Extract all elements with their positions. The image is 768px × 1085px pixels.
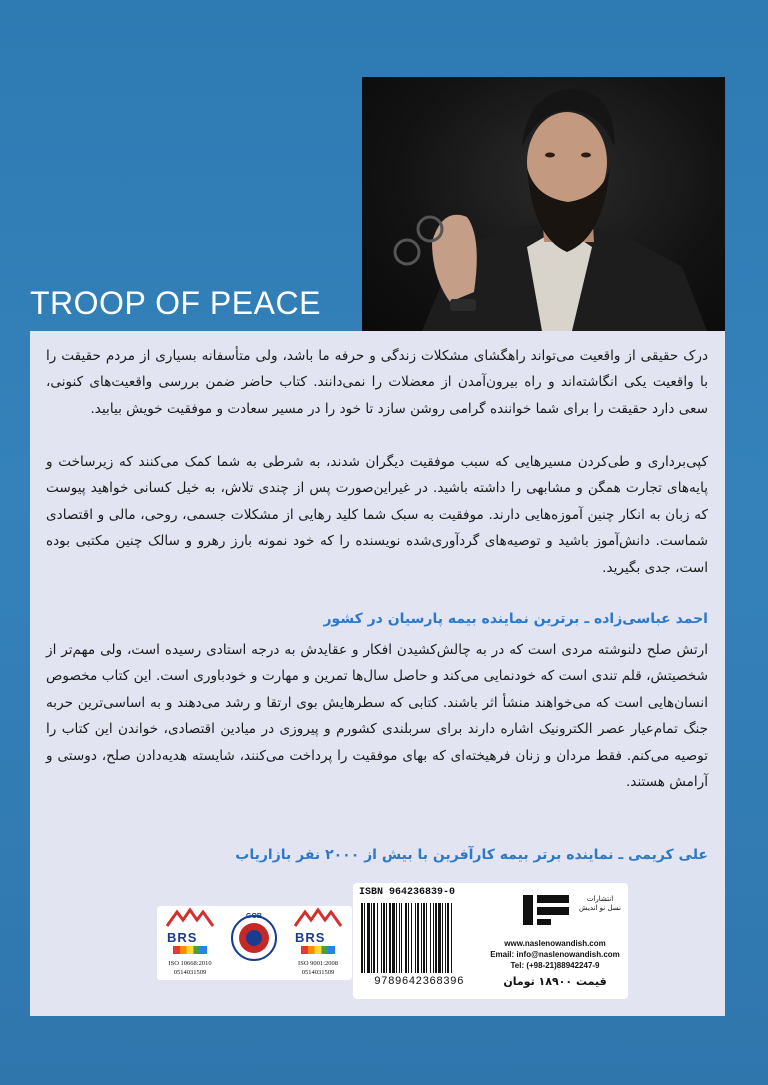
certificate-number: 0514031509: [173, 969, 207, 976]
certificate-logo-text: BRS: [167, 930, 198, 945]
price-label: قیمت ۱۸۹۰۰ تومان: [503, 975, 607, 988]
barcode-bar: [417, 903, 419, 973]
barcode-bar: [451, 903, 452, 973]
barcode-bar: [389, 903, 391, 973]
barcode-bar: [435, 903, 437, 973]
barcode-bar: [405, 903, 407, 973]
barcode-bar: [442, 903, 443, 973]
gob-seal-icon: [223, 906, 285, 980]
barcode-bar: [423, 903, 425, 973]
barcode-bar: [364, 903, 365, 973]
gob-label: GOB: [246, 913, 262, 920]
barcode-bar: [445, 903, 446, 973]
certificate-brs-2: [287, 906, 349, 980]
description-paragraph-2: کپی‌برداری و طی‌کردن مسیرهایی که سبب موفقیت دیگران شدند، به شرطی به شما کمک می‌کنند که زیرساخت و پایه‌های تجارت همگن و مشابهی را داشته باشید. در غیراین‌صورت پس از چندی تلاش، به خیل کسانی خواهید پیوست که زبان به انکار چنین آموزه‌هایی دارند. موفقیت به سبک شما کلید رهایی از مشکلات جسمی، روحی، مالی و اقتصادی شماست. دانش‌آموز باشید و توصیه‌های گردآوری‌شده نویسنده را که خود نمونه بارز رهرو و سالک چنین مکتبی بوده است، جدی بگیرید.: [46, 454, 708, 576]
barcode-digits: 9789642368396: [374, 976, 464, 988]
barcode-bar: [392, 903, 395, 973]
color-bars-icon: [173, 946, 207, 954]
color-bars-icon: [301, 946, 335, 954]
series-title: TROOP OF PEACE: [30, 285, 321, 321]
barcode-bar: [361, 903, 363, 973]
certificates-box: [157, 906, 352, 980]
isbn-text: ISBN 964236839-0: [359, 887, 456, 898]
barcode-bar: [381, 903, 382, 973]
certificate-standard: ISO 10668:2010: [168, 960, 212, 967]
barcode-bar: [426, 903, 427, 973]
barcode-bar: [396, 903, 397, 973]
barcode-bar: [367, 903, 370, 973]
brs-logo-icon: [287, 906, 349, 930]
publisher-name-line-2: نسل نو اندیش: [579, 904, 621, 912]
brs-logo-icon: [159, 906, 221, 930]
barcode-bar: [411, 903, 412, 973]
certificate-brs-1: [159, 906, 221, 980]
publisher-info-box: [353, 883, 628, 999]
barcode-bar: [399, 903, 400, 973]
barcode-icon: [357, 901, 481, 975]
barcode-bar: [383, 903, 385, 973]
barcode-bar: [430, 903, 431, 973]
barcode-bar: [433, 903, 434, 973]
barcode-bar: [447, 903, 449, 973]
barcode-bar: [386, 903, 387, 973]
barcode-bar: [371, 903, 372, 973]
publisher-tel: Tel: (+98-21)88942247-9: [510, 961, 600, 970]
publisher-website: www.naslenowandish.com: [504, 939, 606, 948]
barcode-bar: [401, 903, 402, 973]
barcode-bar: [373, 903, 375, 973]
endorsement-paragraph: ارتش صلح دلنوشته مردی است که در به چالش‌کشیدن افکار و عقایدش به درجه استادی رسیده است، ولی مهم‌تر از شخصیتش، قلم تندی است که خودنمایی می‌کند و حاصل سال‌ها تمرین و مهارت و خودباوری است. این کتاب مخصوص انسان‌هایی است که می‌خواهند منشأ اثر باشند. کتابی که سطرهایش بوی ارتقا و رشد می‌دهند و به اساسی‌ترین حربه جنگ تمام‌عیار عصر الکترونیک اشاره دارند برای سربلندی کشورم و پیروزی در میادین اقتصادی، خواندن این کتاب را توصیه می‌کنم. فقط مردان و زنان فرهیخته‌ای که بهای موفقیت را پرداخت می‌کنند، شایسته هدیه‌دادن صلح، دوستی و آرامش هستند.: [46, 642, 708, 791]
certificate-standard: ISO 9001:2008: [298, 960, 338, 967]
author-photo: [362, 77, 725, 331]
endorsement-signature-2: علی کریمی ـ نماینده برتر بیمه کارآفرین با بیش از ۲۰۰۰ نفر بازاریاب: [235, 847, 708, 863]
barcode-bar: [415, 903, 416, 973]
publisher-name: [577, 895, 623, 913]
barcode-bar: [377, 903, 378, 973]
publisher-email: Email: info@naslenowandish.com: [490, 950, 620, 959]
endorsement-signature-1: احمد عباسی‌زاده ـ برترین نماینده بیمه پارسیان در کشور: [323, 611, 708, 627]
publisher-name-line-1: انتشارات: [586, 895, 614, 903]
author-portrait-graphic: [362, 77, 725, 331]
barcode-bar: [438, 903, 441, 973]
description-paragraph-1: درک حقیقی از واقعیت می‌تواند راهگشای مشکلات زندگی و حرفه ما باشد، ولی متأسفانه بسیاری از مردم حقیقت را با واقعیت یکی انگاشته‌اند و راه بیرون‌آمدن از معضلات را نمی‌دانند. کتاب حاضر ضمن بررسی واقعیت‌های کنونی، سعی دارد حقیقت را برای شما خواننده گرامی روشن سازد تا خود را در مسیر سعادت و موفقیت خویش بیابید.: [46, 348, 708, 417]
certificate-gob: [223, 906, 285, 980]
certificate-number: 0514031509: [301, 969, 335, 976]
certificate-logo-text: BRS: [295, 930, 326, 945]
publisher-logo-icon: [517, 891, 575, 931]
barcode-bar: [408, 903, 409, 973]
barcode-bar: [421, 903, 422, 973]
